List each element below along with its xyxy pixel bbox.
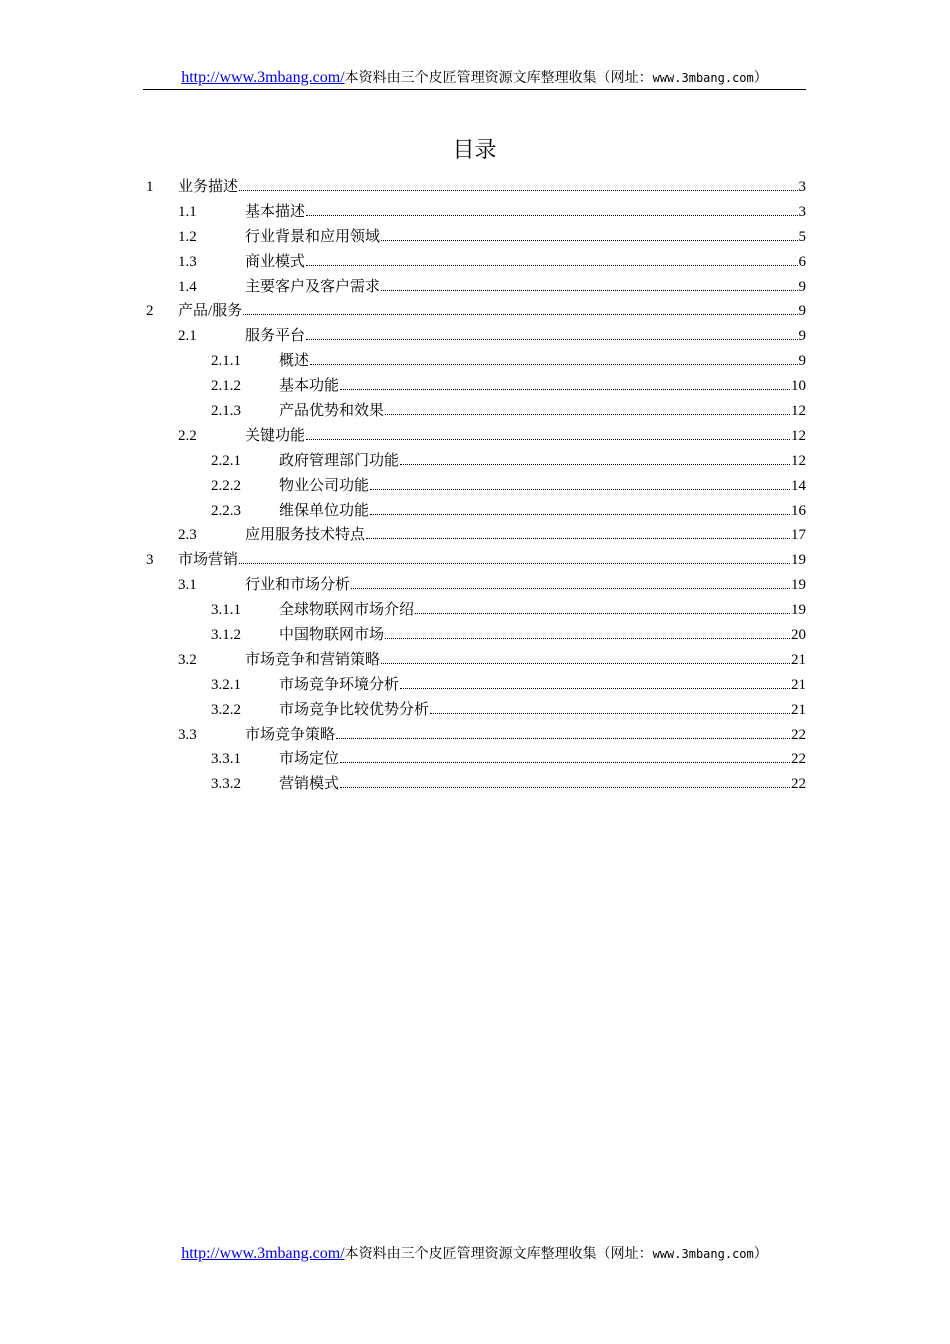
toc-entry[interactable]: [143, 275, 806, 300]
toc-entry[interactable]: [143, 523, 806, 548]
toc-entry-text: 关键功能: [245, 427, 306, 444]
toc-dot-leader: [415, 612, 790, 614]
toc-entry-text: 市场竞争比较优势分析: [279, 701, 430, 718]
table-of-contents: [143, 175, 806, 797]
toc-entry-page: 12: [791, 403, 806, 420]
toc-entry-line: [245, 523, 806, 547]
toc-entry-page: 21: [791, 651, 806, 668]
toc-dot-leader: [239, 562, 790, 564]
toc-dot-leader: [310, 363, 797, 365]
toc-entry[interactable]: [143, 723, 806, 748]
toc-entry-page: 9: [798, 353, 806, 370]
toc-entry[interactable]: [143, 399, 806, 424]
toc-entry-text: 应用服务技术特点: [245, 527, 366, 544]
toc-entry[interactable]: [143, 424, 806, 449]
toc-entry[interactable]: [143, 698, 806, 723]
toc-entry-text: 市场竞争策略: [245, 726, 336, 743]
footer-close: ）: [753, 1246, 768, 1262]
toc-entry-number: 3.1.1: [211, 602, 241, 619]
toc-entry-page: 22: [791, 751, 806, 768]
toc-entry[interactable]: [143, 474, 806, 499]
toc-dot-leader: [366, 537, 790, 539]
toc-entry-line: [279, 673, 806, 697]
toc-dot-leader: [430, 712, 790, 714]
toc-entry-line: [178, 299, 806, 323]
toc-entry-page: 19: [791, 552, 806, 569]
toc-entry-text: 市场营销: [178, 552, 239, 569]
toc-dot-leader: [381, 662, 790, 664]
toc-entry-text: 概述: [279, 353, 310, 370]
toc-entry-number: 1.3: [178, 253, 197, 270]
toc-entry-line: [245, 723, 806, 747]
page-footer: [143, 1244, 806, 1264]
toc-entry-text: 市场竞争和营销策略: [245, 651, 381, 668]
toc-entry-page: 20: [791, 627, 806, 644]
toc-entry-number: 2.1.2: [211, 378, 241, 395]
toc-entry-number: 2.1: [178, 328, 197, 345]
toc-entry-line: [245, 324, 806, 348]
toc-entry-text: 市场定位: [279, 751, 340, 768]
footer-link[interactable]: http://www.3mbang.com/: [181, 1245, 345, 1262]
toc-entry-line: [245, 250, 806, 274]
toc-entry-text: 中国物联网市场: [279, 627, 385, 644]
toc-entry-line: [279, 747, 806, 771]
toc-entry-text: 行业背景和应用领域: [245, 228, 381, 245]
toc-entry-page: 9: [798, 278, 806, 295]
toc-entry[interactable]: [143, 747, 806, 772]
toc-entry-page: 19: [791, 577, 806, 594]
toc-entry-line: [279, 449, 806, 473]
toc-entry-number: 3.1: [178, 577, 197, 594]
toc-dot-leader: [385, 413, 790, 415]
toc-dot-leader: [400, 687, 790, 689]
toc-entry-page: 16: [791, 502, 806, 519]
toc-entry-line: [245, 648, 806, 672]
toc-entry-page: 9: [798, 303, 806, 320]
toc-entry-text: 维保单位功能: [279, 502, 370, 519]
toc-dot-leader: [306, 338, 797, 340]
toc-entry-page: 12: [791, 452, 806, 469]
toc-entry-page: 3: [798, 179, 806, 195]
toc-dot-leader: [243, 313, 797, 315]
header-close: ）: [753, 70, 768, 86]
toc-entry[interactable]: [143, 225, 806, 250]
toc-entry-text: 商业模式: [245, 253, 306, 270]
toc-entry-page: 3: [798, 203, 806, 220]
toc-entry-number: 3.1.2: [211, 627, 241, 644]
header-site: www.3mbang.com: [652, 71, 754, 85]
toc-entry-text: 服务平台: [245, 328, 306, 345]
header-link[interactable]: http://www.3mbang.com/: [181, 69, 345, 86]
toc-dot-leader: [381, 239, 797, 241]
toc-entry-page: 10: [791, 378, 806, 395]
toc-entry-line: [245, 275, 806, 299]
toc-entry-line: [279, 349, 806, 373]
toc-entry-text: 市场竞争环境分析: [279, 676, 400, 693]
toc-entry-line: [178, 548, 806, 572]
toc-entry[interactable]: [143, 324, 806, 349]
toc-dot-leader: [385, 637, 790, 639]
toc-entry[interactable]: [143, 349, 806, 374]
toc-entry-line: [178, 175, 806, 199]
toc-entry-page: 5: [798, 228, 806, 245]
toc-entry[interactable]: [143, 598, 806, 623]
toc-dot-leader: [370, 513, 790, 515]
toc-dot-leader: [351, 587, 790, 589]
toc-dot-leader: [340, 761, 790, 763]
page-header: [143, 68, 806, 88]
toc-entry-page: 21: [791, 701, 806, 718]
toc-dot-leader: [306, 264, 797, 266]
header-divider: [143, 89, 806, 90]
toc-entry-line: [279, 474, 806, 498]
toc-entry-line: [279, 772, 806, 796]
toc-dot-leader: [239, 189, 797, 191]
toc-entry-page: 9: [798, 328, 806, 345]
toc-entry-number: 3: [146, 552, 154, 569]
toc-entry-number: 2.2.3: [211, 502, 241, 519]
toc-entry-number: 1: [146, 179, 154, 195]
toc-entry-text: 政府管理部门功能: [279, 452, 400, 469]
toc-entry-line: [279, 623, 806, 647]
toc-entry-number: 2.3: [178, 527, 197, 544]
toc-entry[interactable]: [143, 250, 806, 275]
toc-entry[interactable]: [143, 573, 806, 598]
toc-entry[interactable]: [143, 623, 806, 648]
toc-entry-line: [279, 698, 806, 722]
toc-entry-line: [279, 598, 806, 622]
toc-entry[interactable]: [143, 648, 806, 673]
toc-entry-text: 主要客户及客户需求: [245, 278, 381, 295]
toc-entry[interactable]: [143, 200, 806, 225]
toc-entry-number: 3.2.2: [211, 701, 241, 718]
toc-entry-number: 1.4: [178, 278, 197, 295]
toc-entry[interactable]: [143, 449, 806, 474]
toc-entry[interactable]: [143, 374, 806, 399]
toc-entry-number: 2.1.1: [211, 353, 241, 370]
toc-dot-leader: [336, 737, 790, 739]
toc-entry[interactable]: [143, 772, 806, 797]
toc-entry-text: 业务描述: [178, 179, 239, 195]
toc-entry-number: 3.3: [178, 726, 197, 743]
toc-entry-line: [245, 200, 806, 224]
toc-entry-text: 物业公司功能: [279, 477, 370, 494]
toc-entry-line: [279, 374, 806, 398]
toc-entry-number: 1.2: [178, 228, 197, 245]
toc-entry-page: 22: [791, 776, 806, 793]
toc-entry-number: 3.2: [178, 651, 197, 668]
toc-entry-line: [245, 225, 806, 249]
toc-dot-leader: [370, 488, 790, 490]
toc-entry-text: 产品/服务: [178, 303, 243, 320]
toc-entry-text: 行业和市场分析: [245, 577, 351, 594]
toc-dot-leader: [340, 786, 790, 788]
toc-entry-page: 6: [798, 253, 806, 270]
toc-entry-line: [279, 499, 806, 523]
toc-entry-page: 21: [791, 676, 806, 693]
footer-text: 本资料由三个皮匠管理资源文库整理收集（网址：: [344, 1246, 653, 1262]
toc-entry-number: 3.3.1: [211, 751, 241, 768]
toc-entry-number: 2.1.3: [211, 403, 241, 420]
toc-entry-line: [279, 399, 806, 423]
footer-site: www.3mbang.com: [652, 1247, 754, 1261]
toc-entry-page: 22: [791, 726, 806, 743]
toc-entry-text: 全球物联网市场介绍: [279, 602, 415, 619]
toc-entry-number: 1.1: [178, 203, 197, 220]
toc-entry-page: 14: [791, 477, 806, 494]
toc-dot-leader: [306, 214, 797, 216]
toc-entry-page: 12: [791, 427, 806, 444]
header-text: 本资料由三个皮匠管理资源文库整理收集（网址：: [344, 70, 653, 86]
toc-dot-leader: [340, 388, 790, 390]
toc-entry[interactable]: [143, 299, 806, 324]
toc-entry-number: 3.3.2: [211, 776, 241, 793]
toc-entry-number: 3.2.1: [211, 676, 241, 693]
toc-title: 目录: [452, 138, 497, 163]
toc-entry[interactable]: [143, 548, 806, 573]
toc-entry-line: [245, 573, 806, 597]
toc-entry-page: 17: [791, 527, 806, 544]
toc-entry-text: 基本描述: [245, 203, 306, 220]
toc-dot-leader: [400, 463, 790, 465]
toc-entry-number: 2.2.1: [211, 452, 241, 469]
toc-dot-leader: [306, 438, 790, 440]
toc-entry-line: [245, 424, 806, 448]
toc-entry-number: 2: [146, 303, 154, 320]
toc-entry[interactable]: [143, 499, 806, 524]
toc-entry-text: 基本功能: [279, 378, 340, 395]
toc-entry[interactable]: [143, 175, 806, 200]
toc-dot-leader: [381, 289, 797, 291]
toc-entry-number: 2.2: [178, 427, 197, 444]
toc-entry[interactable]: [143, 673, 806, 698]
toc-entry-text: 营销模式: [279, 776, 340, 793]
toc-entry-page: 19: [791, 602, 806, 619]
toc-entry-text: 产品优势和效果: [279, 403, 385, 420]
toc-entry-number: 2.2.2: [211, 477, 241, 494]
